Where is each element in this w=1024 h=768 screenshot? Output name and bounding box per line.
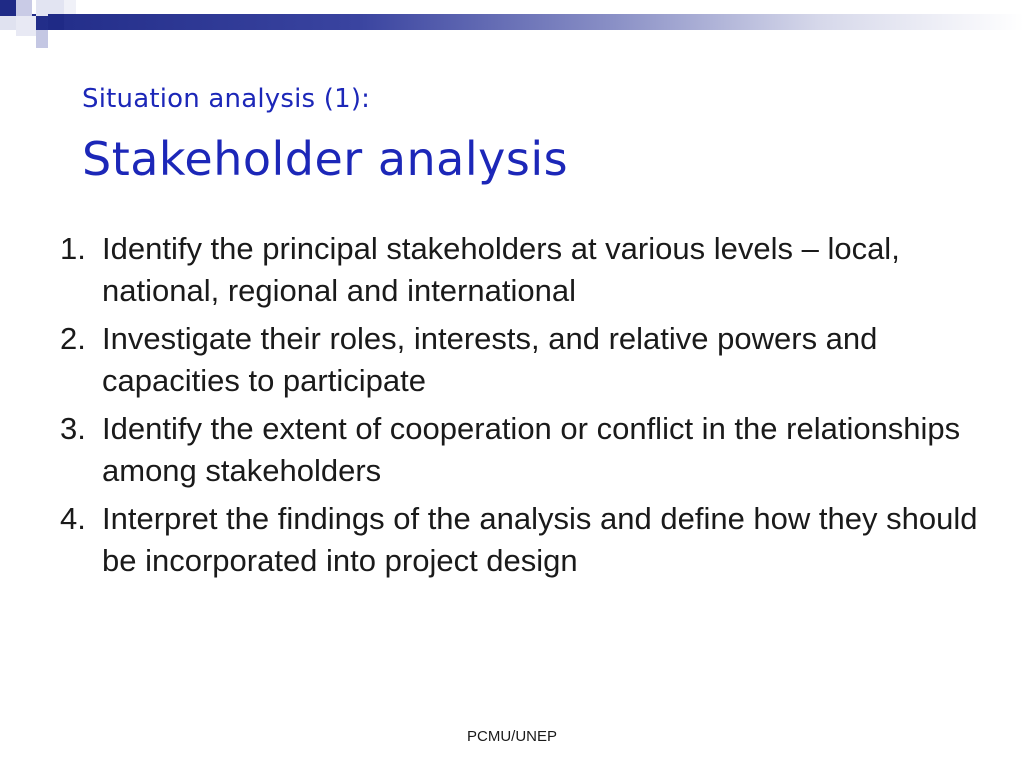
list-number: 3. (60, 411, 86, 446)
list-number: 2. (60, 321, 86, 356)
list-number: 1. (60, 231, 86, 266)
list-item-text: Investigate their roles, interests, and relative powers and capacities to participate (102, 321, 878, 398)
slide-subtitle: Situation analysis (1): (82, 84, 371, 114)
list-number: 4. (60, 501, 86, 536)
decorative-square (64, 0, 76, 14)
decorative-square (0, 16, 16, 30)
numbered-list (60, 228, 980, 588)
slide-title: Stakeholder analysis (82, 132, 569, 186)
decorative-square (16, 16, 36, 36)
header-gradient-bar (0, 14, 1024, 30)
list-item (60, 228, 980, 312)
list-item (60, 498, 980, 582)
list-item-text: Interpret the findings of the analysis and define how they should be incorporated into project design (102, 501, 978, 578)
list-item-text: Identify the extent of cooperation or conflict in the relationships among stakeholders (102, 411, 961, 488)
decorative-square (36, 30, 48, 48)
decorative-square (16, 0, 32, 16)
slide-footer: PCMU/UNEP (466, 728, 557, 745)
decorative-square (48, 14, 64, 30)
list-item-text: Identify the principal stakeholders at various levels – local, national, regional and international (102, 231, 900, 308)
decorative-square (0, 0, 16, 16)
list-item (60, 408, 980, 492)
list-item (60, 318, 980, 402)
